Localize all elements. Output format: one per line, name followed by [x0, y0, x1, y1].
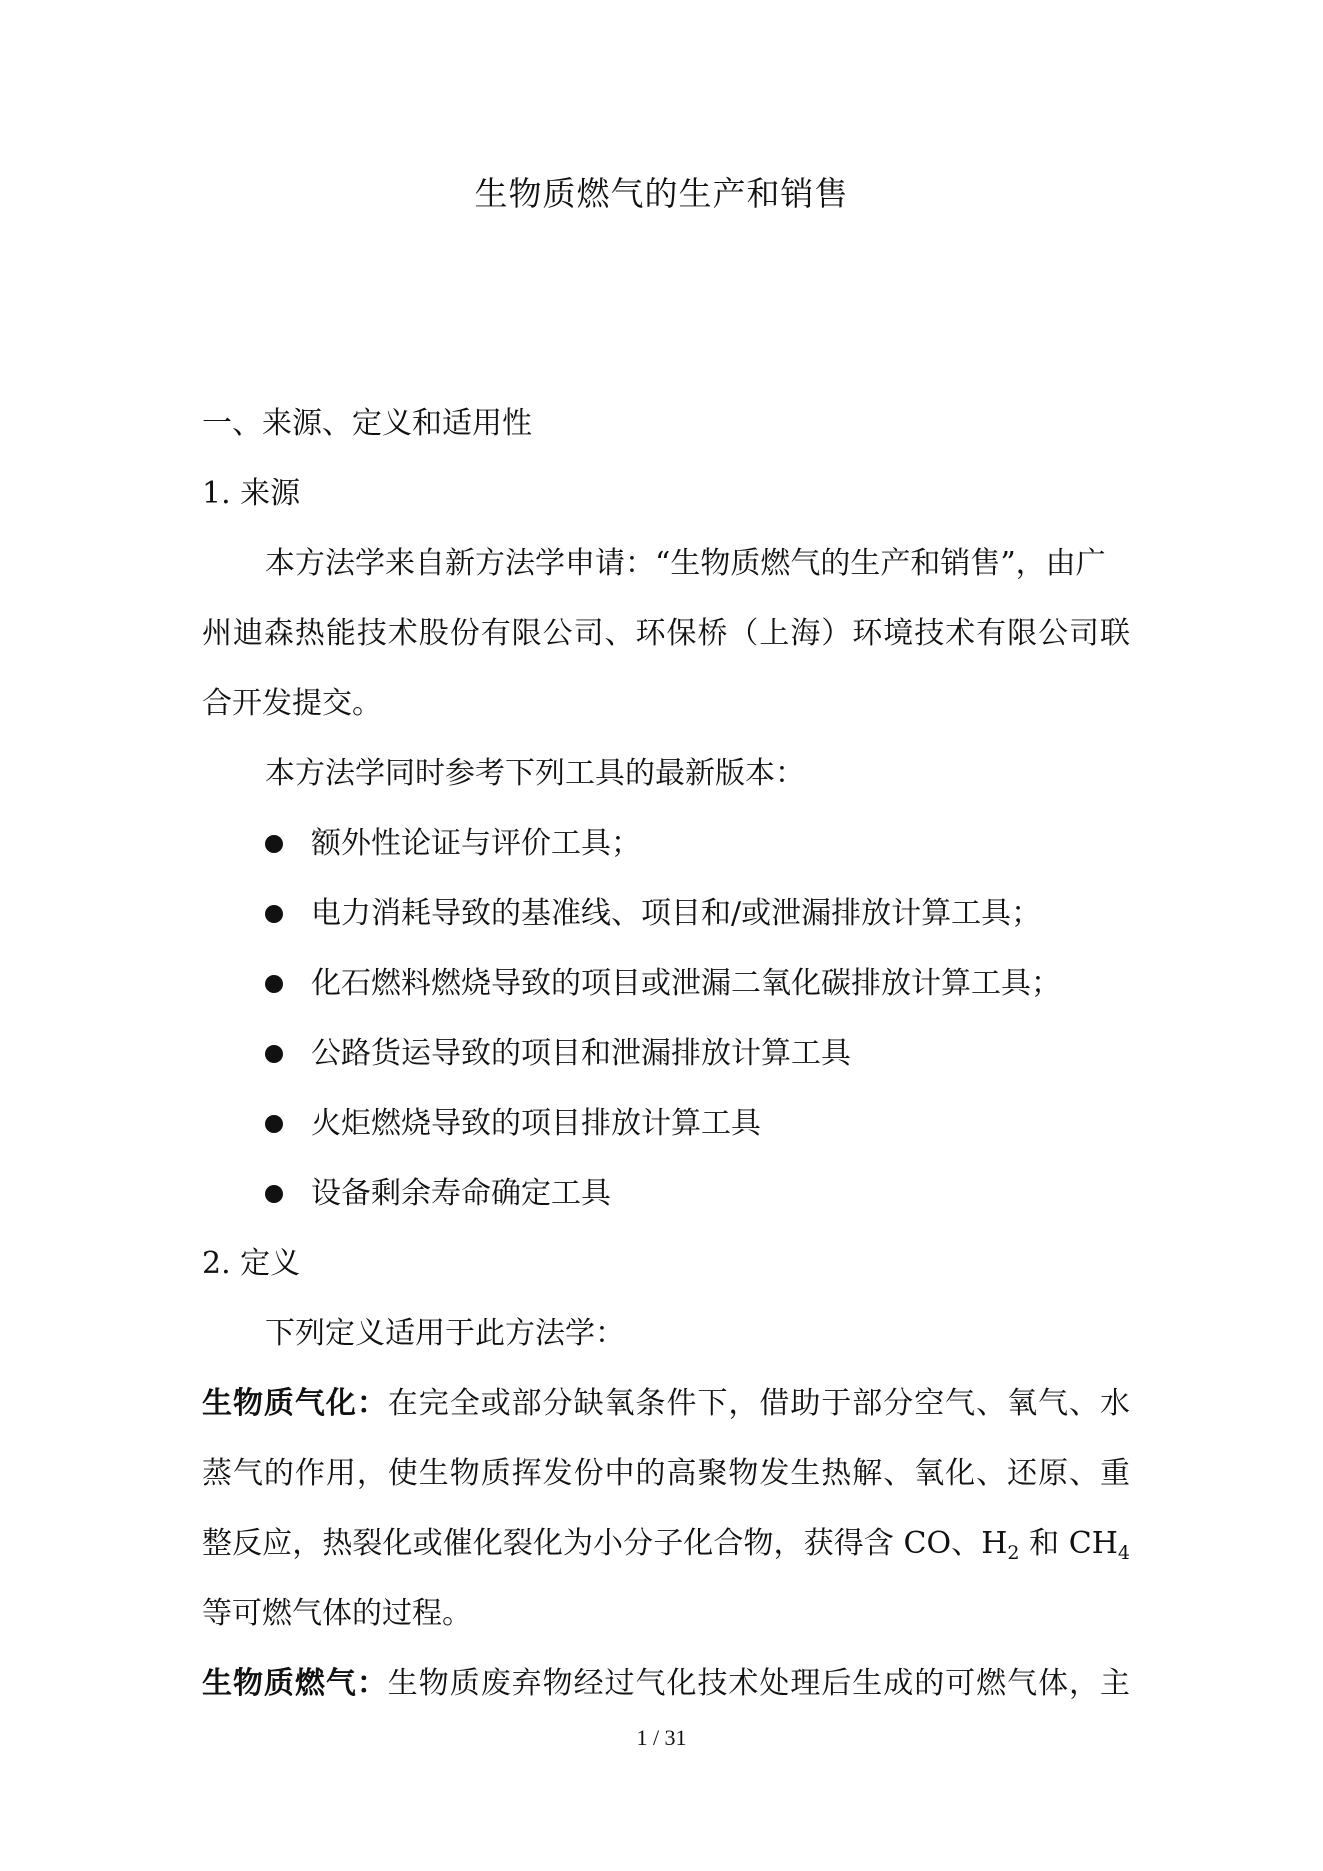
tools-intro: 本方法学同时参考下列工具的最新版本：: [265, 756, 805, 791]
document-title: 生物质燃气的生产和销售: [474, 174, 849, 213]
section-heading: 一、来源、定义和适用性: [202, 406, 532, 441]
list-item-text: 火炬燃烧导致的项目排放计算工具: [311, 1106, 761, 1141]
subsection-label: 来源: [240, 476, 301, 511]
definition-term: 生物质燃气：: [202, 1666, 388, 1701]
definition-line: [202, 1524, 1130, 1564]
definition-line: 等可燃气体的过程。: [202, 1596, 472, 1631]
list-item-text: 化石燃料燃烧导致的项目或泄漏二氧化碳排放计算工具；: [311, 966, 1061, 1001]
definition-text: 整反应，热裂化或催化裂化为小分子化合物，获得含 CO、H: [202, 1526, 1008, 1561]
definitions-intro: 下列定义适用于此方法学：: [265, 1316, 625, 1351]
list-item-text: 设备剩余寿命确定工具: [311, 1176, 611, 1211]
subscript: 4: [1117, 1542, 1130, 1564]
subsection-number: 1.: [202, 476, 231, 511]
subsection-number: 2.: [202, 1246, 231, 1281]
page-number: 1 / 31: [636, 1725, 687, 1750]
definition-text: 生物质废弃物经过气化技术处理后生成的可燃气体，主: [387, 1666, 1131, 1701]
subsection-label: 定义: [240, 1246, 301, 1281]
bullet-icon: [265, 905, 283, 923]
subsection-source: [202, 474, 1130, 514]
bullet-icon: [265, 835, 283, 853]
definition-text: 和 CH: [1019, 1526, 1118, 1561]
list-item-text: 额外性论证与评价工具；: [311, 826, 641, 861]
bullet-icon: [265, 1185, 283, 1203]
definition-line: [202, 1384, 1130, 1424]
definition-line: [202, 1664, 1130, 1704]
paragraph-line: 合开发提交。: [202, 686, 382, 721]
definition-text: 在完全或部分缺氧条件下，借助于部分空气、氧气、水: [387, 1386, 1131, 1421]
list-item-text: 电力消耗导致的基准线、项目和/或泄漏排放计算工具；: [311, 896, 1042, 931]
paragraph-line: 州迪森热能技术股份有限公司、环保桥（上海）环境技术有限公司联: [202, 616, 1130, 651]
definition-line: 蒸气的作用，使生物质挥发份中的高聚物发生热解、氧化、还原、重: [202, 1456, 1130, 1491]
paragraph-line: 本方法学来自新方法学申请：“生物质燃气的生产和销售”，由广: [265, 546, 1106, 581]
bullet-icon: [265, 1115, 283, 1133]
subsection-definitions: [202, 1244, 1130, 1284]
subscript: 2: [1007, 1542, 1020, 1564]
bullet-icon: [265, 975, 283, 993]
bullet-icon: [265, 1045, 283, 1063]
definition-term: 生物质气化：: [202, 1386, 388, 1421]
list-item-text: 公路货运导致的项目和泄漏排放计算工具: [311, 1036, 851, 1071]
